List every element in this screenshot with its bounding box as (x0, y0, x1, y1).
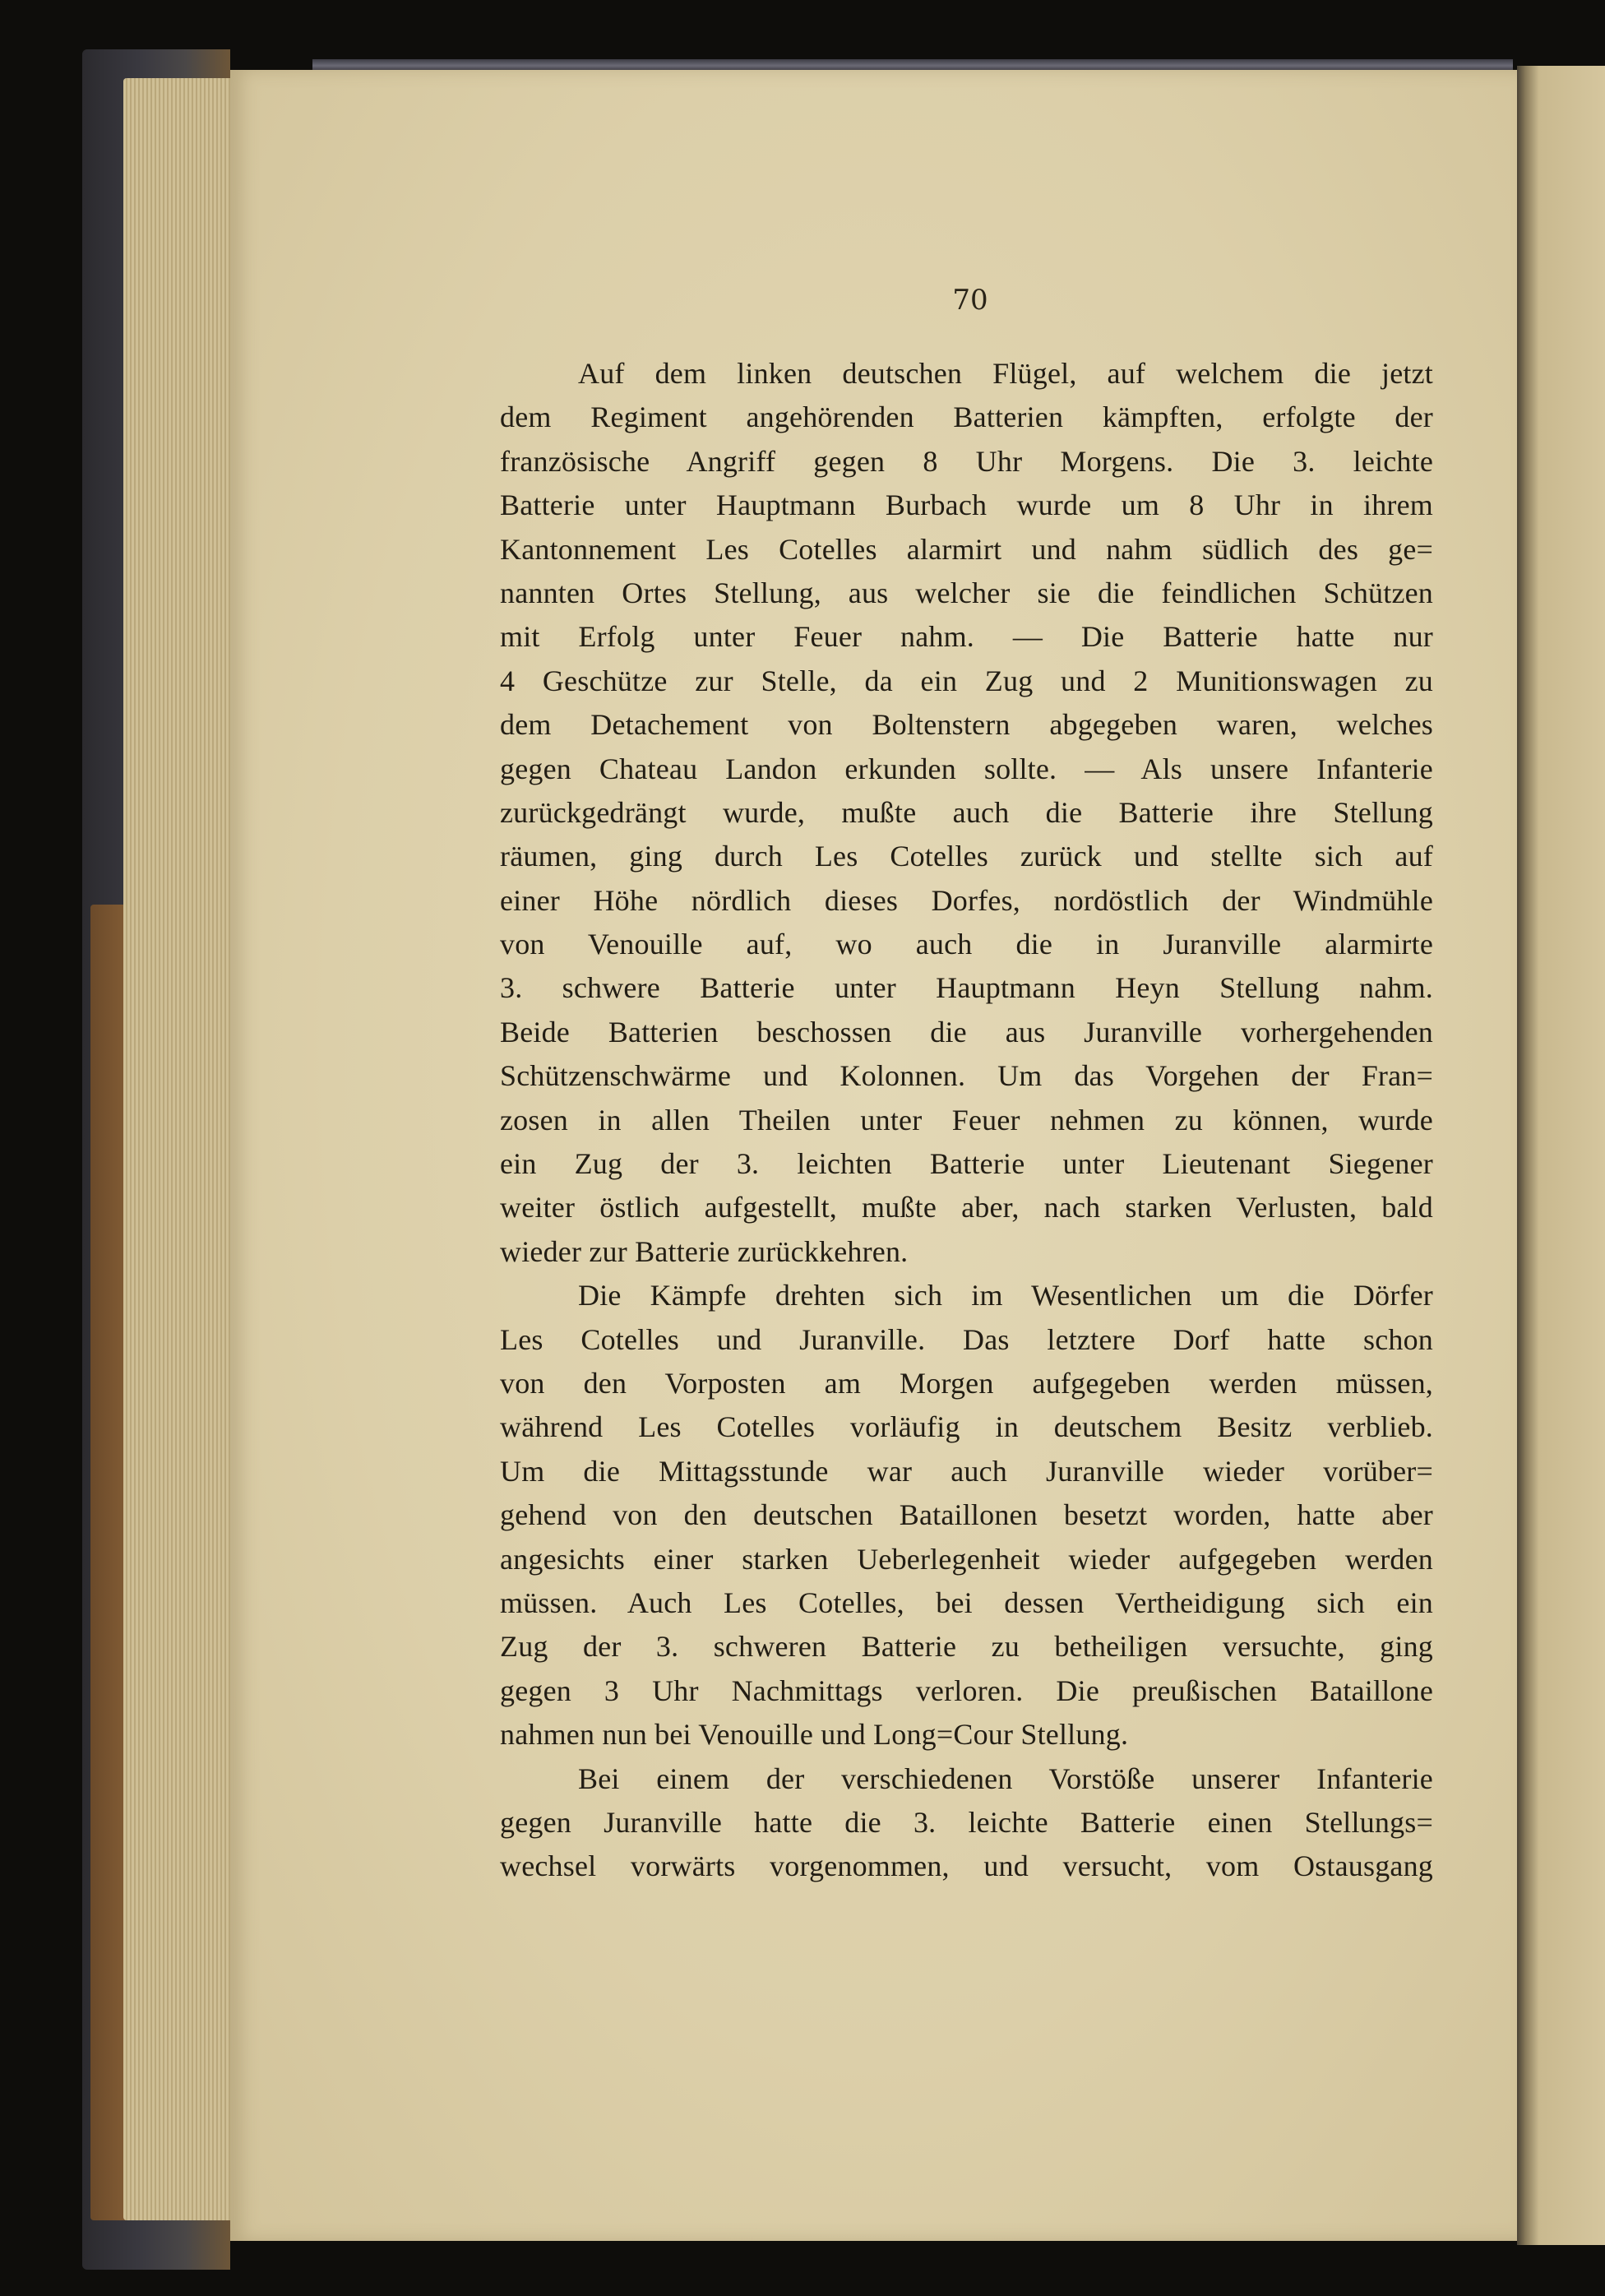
text-line: von Venouille auf, wo auch die in Juranville alarmirte (500, 928, 1433, 961)
text-line: nannten Ortes Stellung, aus welcher sie die feindlichen Schützen (500, 576, 1433, 609)
text-line: ein Zug der 3. leichten Batterie unter Lieutenant Siegener (500, 1147, 1433, 1181)
page-number: 70 (952, 284, 988, 317)
text-line: dem Regiment angehörenden Batterien kämpften, erfolgte der (500, 400, 1433, 434)
text-line: Die Kämpfe drehten sich im Wesentlichen um die Dörfer (578, 1279, 1433, 1312)
text-line: zosen in allen Theilen unter Feuer nehmen zu können, wurde (500, 1103, 1433, 1136)
text-line: zurückgedrängt wurde, mußte auch die Batterie ihre Stellung (500, 795, 1433, 829)
text-line: einer Höhe nördlich dieses Dorfes, nordöstlich der Windmühle (500, 883, 1433, 917)
text-line: dem Detachement von Boltenstern abgegeben waren, welches (500, 708, 1433, 742)
text-line: Les Cotelles und Juranville. Das letztere Dorf hatte schon (500, 1322, 1433, 1356)
text-line: räumen, ging durch Les Cotelles zurück und stellte sich auf (500, 840, 1433, 873)
text-line: mit Erfolg unter Feuer nahm. — Die Batterie hatte nur (500, 620, 1433, 654)
text-line: Bei einem der verschiedenen Vorstöße unserer Infanterie (578, 1761, 1433, 1795)
text-line: Kantonnement Les Cotelles alarmirt und nahm südlich des ge= (500, 532, 1433, 566)
text-line: nahmen nun bei Venouille und Long=Cour Stellung. (500, 1718, 1129, 1752)
text-line: Schützenschwärme und Kolonnen. Um das Vorgehen der Fran= (500, 1059, 1433, 1093)
text-line: müssen. Auch Les Cotelles, bei dessen Vertheidigung sich ein (500, 1585, 1433, 1619)
body-text (500, 352, 1433, 1889)
page-stack-edge (123, 78, 238, 2220)
text-line: Auf dem linken deutschen Flügel, auf welchem die jetzt (578, 357, 1433, 390)
text-line: 3. schwere Batterie unter Hauptmann Heyn Stellung nahm. (500, 971, 1433, 1005)
text-line: französische Angriff gegen 8 Uhr Morgens. Die 3. leichte (500, 444, 1433, 478)
text-line: von den Vorposten am Morgen aufgegeben werden müssen, (500, 1366, 1433, 1400)
text-line: 4 Geschütze zur Stelle, da ein Zug und 2 Munitionswagen zu (500, 664, 1433, 697)
text-line: gegen Juranville hatte die 3. leichte Batterie einen Stellungs= (500, 1805, 1433, 1839)
text-line: gegen Chateau Landon erkunden sollte. — Als unsere Infanterie (500, 752, 1433, 785)
text-line: während Les Cotelles vorläufig in deutschem Besitz verblieb. (500, 1410, 1433, 1444)
facing-page-edge (1517, 66, 1605, 2245)
text-line: weiter östlich aufgestellt, mußte aber, nach starken Verlusten, bald (500, 1191, 1433, 1224)
text-line: wechsel vorwärts vorgenommen, und versucht, vom Ostausgang (500, 1849, 1433, 1883)
text-line: Batterie unter Hauptmann Burbach wurde um 8 Uhr in ihrem (500, 488, 1433, 522)
text-line: gegen 3 Uhr Nachmittags verloren. Die preußischen Bataillone (500, 1673, 1433, 1707)
text-line: Zug der 3. schweren Batterie zu betheiligen versuchte, ging (500, 1630, 1433, 1664)
text-line: angesichts einer starken Ueberlegenheit wieder aufgegeben werden (500, 1542, 1433, 1576)
text-line: wieder zur Batterie zurückkehren. (500, 1234, 909, 1268)
text-line: Beide Batterien beschossen die aus Juranville vorhergehenden (500, 1015, 1433, 1048)
text-line: gehend von den deutschen Bataillonen besetzt worden, hatte aber (500, 1498, 1433, 1532)
text-line: Um die Mittagsstunde war auch Juranville wieder vorüber= (500, 1454, 1433, 1488)
